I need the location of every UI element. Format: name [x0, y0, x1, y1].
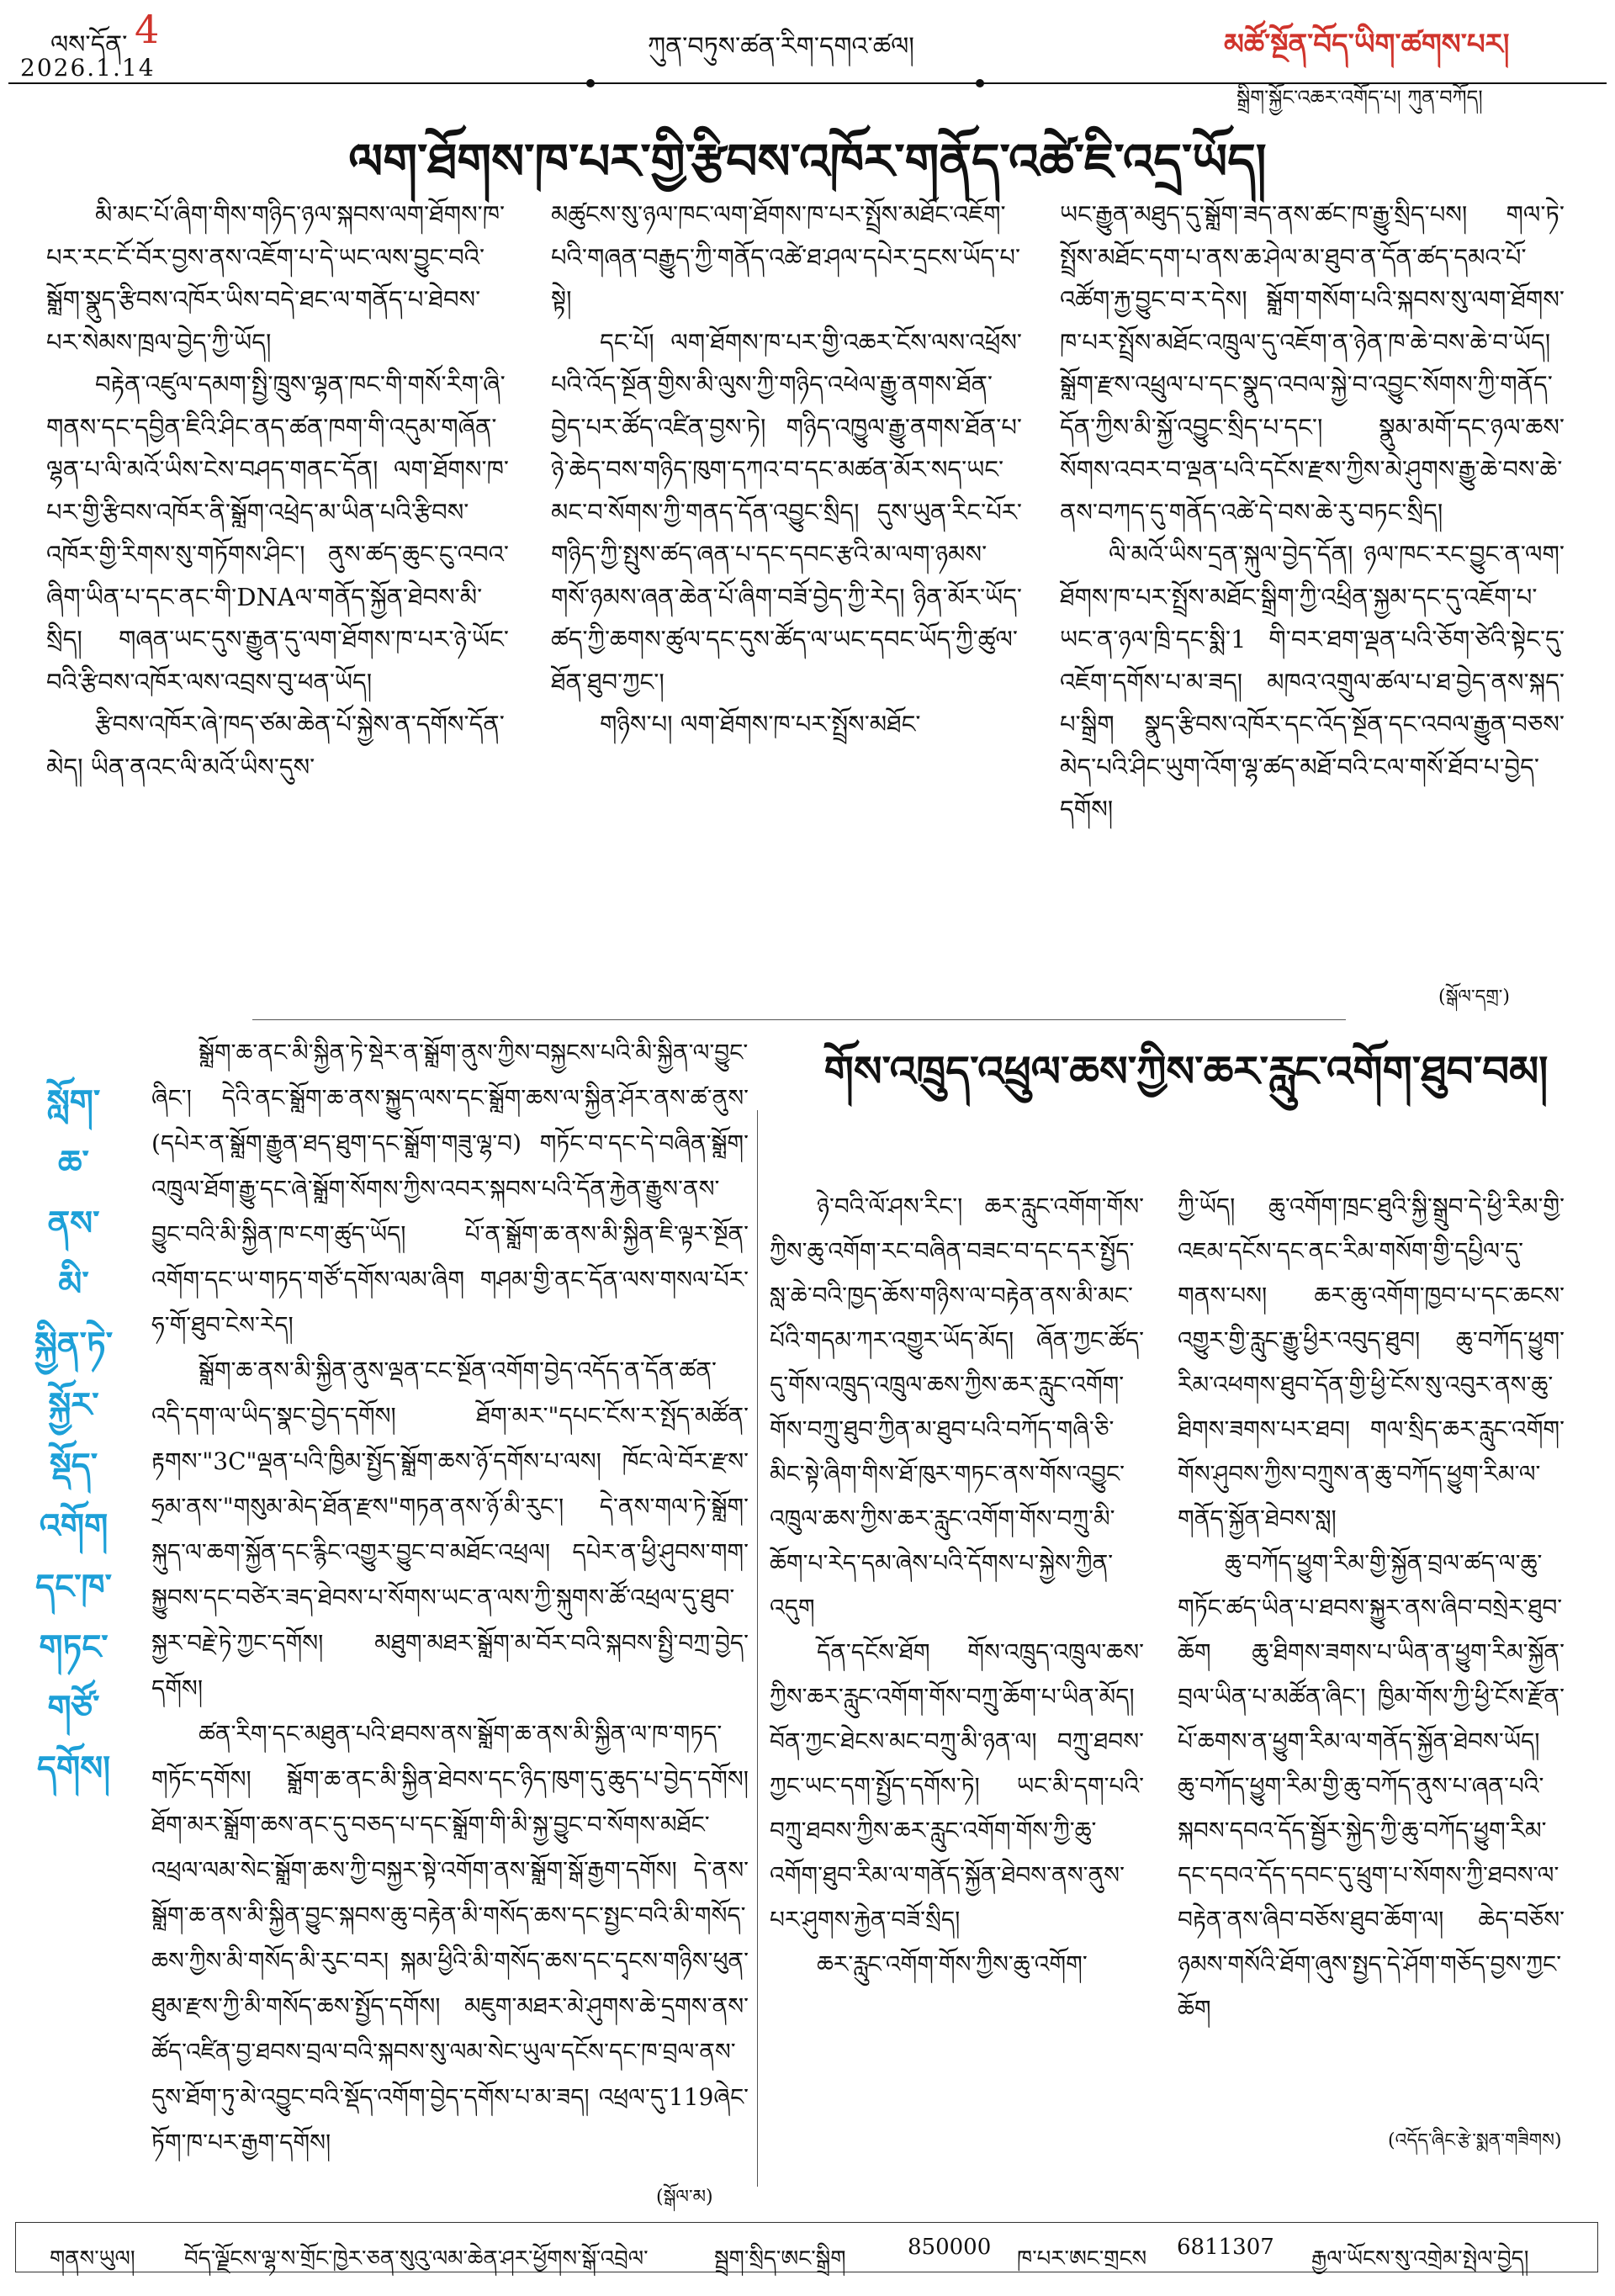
- article1-col1-para2: བརྟེན་འཛུལ་དམག་སྤྱི་ཁྲུས་ལྷན་ཁང་གི་གསོ་རིག་ཞི་གནས་དང་དབྱིན་ཇིའི་ཤིང་ནད་ཚན་ཁག་གི་འདུམ་གཞོན་ལྷན་པ་ལི་མའོ་ཡིས་ངེས་བཤད་གནང་དོན། ལག་ཐོགས་ཁ་པར་གྱི་རྩིབས་འཁོར་ནི་སྒློག་འཕྲེད་མ་ཡིན་པའི་རྩིབས་འཁོར་གྱི་རིགས་སུ་གཏོགས་ཤིང་། ནུས་ཚད་ཆུང་ངུ་འབའ་ཞིག་ཡིན་པ་དང་ནང་གི་DNAལ་གནོད་སྐྱོན་ཐེབས་མི་སྲིད། གཞན་ཡང་དུས་རྒྱུན་དུ་ལག་ཐོགས་ཁ་པར་ཉེ་ཡོང་བའི་རྩིབས་འཁོར་ལས་འབྲས་བུ་ཕན་ཡོད།: [46, 370, 509, 696]
- article2-title-line: གཙོ་: [47, 1688, 100, 1727]
- masthead: མཚོ་སྔོན་བོད་ཡིག་ཚགས་པར།: [1224, 28, 1510, 61]
- footer-address-label: གནས་ཡུལ།: [50, 2246, 135, 2272]
- article1-col1-para3: རྩིབས་འཁོར་ཞེ་ཁད་ཙམ་ཆེན་པོ་སྐྱེས་ན་དགོས་དོན་མེད། ཡིན་ནའང་ལི་མའོ་ཡིས་དུས་: [46, 710, 505, 781]
- footer-postal-label: སྦྲག་སྲིད་ཨང་སྒྲིག: [714, 2246, 846, 2272]
- footer-postal: 850000: [908, 2235, 992, 2260]
- header-rule: [8, 82, 1607, 84]
- article2-author: (སྒོལ་མ): [656, 2187, 713, 2208]
- article1-col1-para1: མི་མང་པོ་ཞིག་གིས་གཉིད་ཉལ་སྐབས་ལག་ཐོགས་ཁ་པར་རང་ངོ་བོར་བྱས་ནས་འཇོག་པ་དེ་ཡང་ལས་བྱུང་བའི་སྒློག་སྣུད་རྩིབས་འཁོར་ཡིས་བདེ་ཐང་ལ་གནོད་པ་ཐེབས་པར་སེམས་ཁྲལ་བྱེད་ཀྱི་ཡོད།: [46, 200, 506, 357]
- article2-title-line: དགོས།: [36, 1748, 111, 1788]
- article1-col3: [1060, 193, 1565, 1001]
- issue-date: 2026.1.14: [20, 54, 156, 82]
- article3-col2-para1: ཀྱི་ཡོད། ཆུ་འགོག་ཁྲང་ཐུའི་སྐྱི་སྒྲུབ་དེ་ཕྱི་རིམ་གྱི་འཇམ་དངོས་དང་ནང་རིམ་གསོག་གྱི་དཔྱིལ་དུ་གནས་པས། ཆར་ཆུ་འགོག་ཁྱབ་པ་དང་ཆངས་འགྱུར་གྱི་རླུང་རྒྱུ་ཕྱིར་འབུད་ཐུབ། ཆུ་བཀོད་ཕྱུག་རིམ་འཕགས་ཐུབ་དོན་གྱི་ཕྱི་ངོས་སུ་འབུར་ནས་ཆུ་ཐིགས་ཟགས་པར་ཐབ། གལ་སྲིད་ཆར་རླུང་འགོག་གོས་ཤུབས་ཀྱིས་བཀྲུས་ན་ཆུ་བཀོད་ཕྱུག་རིམ་ལ་གནོད་སྐྱོན་ཐེབས་སླ།: [1178, 1193, 1565, 1532]
- article2-title-line: ཆ་ནས་མི་: [47, 1143, 100, 1304]
- footer-bar: [15, 2222, 1598, 2272]
- article2-title-line: སྐྱོར་སྡོད་: [48, 1385, 99, 1485]
- section-divider: [252, 1019, 1346, 1020]
- article2-title-line: གཏང་: [39, 1627, 109, 1667]
- article1-author: (སྒོལ་དགྲ་): [1438, 987, 1511, 1008]
- article3-col1: [770, 1184, 1144, 2135]
- page-number: 4: [135, 7, 160, 52]
- page-label: ལས་དོན་: [50, 30, 128, 60]
- article1-col2-para2: དང་པོ། ལག་ཐོགས་ཁ་པར་གྱི་འཆར་ངོས་ལས་འཕྲོས་པའི་འོད་སྔོན་གྱིས་མི་ལུས་ཀྱི་གཉིད་འཕེལ་རྒྱུ་ནགས་ཐོན་བྱེད་པར་ཚོད་འཛིན་བྱས་ཏེ། གཉིད་འཁྱུལ་རྒྱུ་ནགས་ཐོན་པ་ཉེ་ཆེད་བས་གཉིད་ཁུག་དཀའ་བ་དང་མཚན་མོར་སད་ཡང་མང་བ་སོགས་ཀྱི་གནད་དོན་འབྱུང་སྲིད། དུས་ཡུན་རིང་པོར་གཉིད་ཀྱི་སྤུས་ཚད་ཞན་པ་དང་དབང་རྩའི་མ་ལག་ཉམས་གསོ་ཉམས་ཞན་ཆེན་པོ་ཞིག་བཟོ་བྱེད་ཀྱི་རེད། ཉིན་མོར་ཡོད་ཚད་ཀྱི་ཆགས་ཚུལ་དང་དུས་ཚོད་ལ་ཡང་དབང་ཡོད་ཀྱི་ཚུལ་ཐོན་ཐུབ་ཀྱང་།: [551, 327, 1022, 696]
- article2-para1: སྒློག་ཆ་ནང་མི་སྐྱིན་ཏེ་སྡེར་ན་སྒློག་ནུས་ཀྱིས་བསྐྱངས་པའི་མི་སྐྱིན་ལ་བྱུང་ཞིང་། དེའི་ནང་སྒློག་ཆ་ནས་སྐྱུད་ལས་དང་སྒློག་ཆས་ལ་སྐྱིན་ཤོར་ནས་ཚ་ནུས་(དཔེར་ན་སྒློག་རྒྱུན་ཐད་ཐུག་དང་སྒློག་གཟུ་ལྷ་བ) གཏོང་བ་དང་དེ་བཞིན་སྒློག་འཁྲུལ་ཐོག་རྒྱུ་དང་ཞེ་སྒློག་སོགས་ཀྱིས་འབར་སྐབས་པའི་དོན་རྐྱེན་རྒྱུས་ནས་བྱུང་བའི་མི་སྐྱིན་ཁ་ངག་ཚུད་ཡོད། པོ་ན་སྒློག་ཆ་ནས་མི་སྐྱིན་ཇི་ལྟར་སྔོན་འགོག་དང་ཡ་གཏད་གཙོ་དགོས་ལམ་ཞིག གཤམ་གྱི་ནང་དོན་ལས་གསལ་པོར་ཧ་གོ་ཐུབ་ངེས་རེད།: [151, 1039, 749, 1339]
- article1-title: ལག་ཐོགས་ཁ་པར་གྱི་རྩིབས་འཁོར་གནོད་འཚེ་ཇི་འདྲ་ཡོད།: [348, 133, 1267, 190]
- article3-title: གོས་འཁྲུད་འཕྲུལ་ཆས་ཀྱིས་ཆར་རླུང་འགོག་ཐུབ་བམ།: [823, 1046, 1549, 1096]
- article2-title-line: འགོག: [39, 1506, 109, 1546]
- article1-col2: [551, 193, 1022, 1001]
- article2-para3: ཚན་རིག་དང་མཐུན་པའི་ཐབས་ནས་སྒློག་ཆ་ནས་མི་སྐྱིན་ལ་ཁ་གཏད་གཏོང་དགོས། སྒློག་ཆ་ནང་མི་སྐྱིན་ཐེབས་དང་ཉིད་ཁུག་དུ་ཆུད་པ་བྱེད་དགོས། ཐོག་མར་སྒློག་ཆས་ནང་དུ་བཅད་པ་དང་སྒློག་གི་མི་སྐྱ་བྱུང་བ་སོགས་མཐོང་འཕྲལ་ལམ་སེང་སྒློག་ཆས་ཀྱི་བསྐྱར་སྟེ་འགོག་ནས་སྒློག་སྒོ་རྒྱག་དགོས། དེ་ནས་སྒློག་ཆ་ནས་མི་སྐྱིན་བྱུང་སྐབས་ཆུ་བརྟེན་མི་གསོད་ཆས་དང་སྤྱང་བའི་མི་གསོད་ཆས་ཀྱིས་མི་གསོད་མི་རུང་བར། སྐམ་ཕྱིའི་མི་གསོད་ཆས་དང་དྭངས་གཉིས་ཕུན་ཐུམ་རྫས་ཀྱི་མི་གསོད་ཆས་སྤྱོད་དགོས། མཇུག་མཐར་མེ་ཤུགས་ཆེ་དྲགས་ནས་ཚོད་འཛིན་བྱ་ཐབས་བྲལ་བའི་སྐབས་སུ་ལམ་སེང་ཡུལ་དངོས་དང་ཁ་བྲལ་ནས་དུས་ཐོག་ཏུ་མེ་འབྱུང་བའི་སྡོད་འགོག་བྱེད་དགོས་པ་མ་ཟད། འཕྲལ་དུ་119ཞེང་ཏོག་ཁ་པར་རྒྱག་དགོས།: [151, 1720, 749, 2156]
- article3-col1-para2: དོན་དངོས་ཐོག གོས་འཁྲུད་འཁྲུལ་ཆས་ཀྱིས་ཆར་རླུང་འགོག་གོས་བཀྲུ་ཆོག་པ་ཡིན་མོད། བོན་ཀྱང་ཐེངས་མང་བཀྲུ་མི་ཉན་ལ། བཀྲུ་ཐབས་ཀྱང་ཡང་དག་སྤྱོད་དགོས་ཏེ། ཡང་མི་དག་པའི་བཀྲུ་ཐབས་ཀྱིས་ཆར་རླུང་འགོག་གོས་ཀྱི་ཆུ་འགོག་ཐུབ་རིམ་ལ་གནོད་སྐྱོན་ཐེབས་ནས་ནུས་པར་ཤུགས་རྐྱེན་བཟོ་སྲིད།: [770, 1638, 1144, 1934]
- article1-col3-para2: ལི་མའོ་ཡིས་དྲན་སྐུལ་བྱེད་དོན། ཉལ་ཁང་རང་བྱུང་ན་ལག་ཐོགས་ཁ་པར་སྤྲོས་མཐོང་སྒྲིག་ཀྱི་འཕྲིན་སྐྱམ་དང་དུ་འཇོག་པ་ཡང་ན་ཉལ་ཁྲི་དང་སྨི་1 གི་བར་ཐག་ལྡན་པའི་ཅོག་ཙེའི་སྟེང་དུ་འཇོག་དགོས་པ་མ་ཟད། མཁའ་འགྲུལ་ཚལ་པ་ཐ་བྱེད་ནས་སྐད་པ་སྒྲིག སྣུད་རྩིབས་འཁོར་དང་འོད་སྔོན་དང་འབལ་རྒྱུན་བཅས་མེད་པའི་ཤིང་ཡུག་འོག་ལྷ་ཚད་མཐོ་བའི་ངལ་གསོ་ཐོབ་པ་བྱེད་དགོས།: [1060, 540, 1565, 823]
- article1-col3-para1: ཡང་རྒྱུན་མཐུད་དུ་སྒློག་ཟད་ནས་ཚང་ཁ་རྒྱུ་སྲིད་པས། གལ་ཏེ་སྤྲོས་མཐོང་དག་པ་ནས་ཆ་ཤེལ་མ་ཐུབ་ན་དོན་ཚད་དམའ་པོ་འཚོག་རྐྱ་བྱུང་བ་ར་དེས། སྒློག་གསོག་པའི་སྐབས་སུ་ལག་ཐོགས་ཁ་པར་སྤྲོས་མཐོང་འཁྲུལ་དུ་འཇོག་ན་ཉེན་ཁ་ཆེ་བས་ཆེ་བ་ཡོད། སྒློག་རྫས་འཕྲུལ་པ་དང་སྣུད་འབལ་སྐྱེ་བ་འབྱུང་སོགས་ཀྱི་གནོད་དོན་ཀྱིས་མི་སྐྱོ་འབྱུང་སྲིད་པ་དང་། སྣུམ་མགོ་དང་ཉལ་ཆས་སོགས་འབར་བ་ལྡན་པའི་དངོས་རྫས་ཀྱིས་མེ་ཤུགས་རྒྱུ་ཆེ་བས་ཆེ་ནས་བཀད་དུ་གནོད་འཚེ་དེ་བས་ཆེ་རུ་བཏང་སྲིད།: [1060, 200, 1565, 526]
- article2-title-line: སློག་: [46, 1082, 101, 1122]
- article3-col2-para2: ཆུ་བཀོད་ཕྱུག་རིམ་གྱི་སྐྱོན་བྲལ་ཚད་ལ་ཆུ་གཏོང་ཚད་ཡིན་པ་ཐབས་སྐྱུར་ནས་ཞིབ་བསྲེར་ཐུབ་ཆོག ཆུ་ཐིགས་ཟགས་པ་ཡིན་ན་ཕྱུག་རིམ་སྐྱོན་བྲལ་ཡིན་པ་མཚོན་ཞིང་། ཁྱིམ་གོས་ཀྱི་ཕྱི་ངོས་རྫོན་པོ་ཆགས་ན་ཕྱུག་རིམ་ལ་གནོད་སྐྱོན་ཐེབས་ཡོད། ཆུ་བཀོད་ཕྱུག་རིམ་གྱི་ཆུ་བཀོད་ནུས་པ་ཞན་པའི་སྐབས་དབའ་དོད་སྦྱོར་སྐྱེད་ཀྱི་ཆུ་བཀོད་ཕྱུག་རིམ་དང་དབའ་དོད་དབང་དུ་ཕྲུག་པ་སོགས་ཀྱི་ཐབས་ལ་བརྟེན་ནས་ཞིབ་བཅོས་ཐུབ་ཆོག་ལ། ཆེད་བཅོས་ཉམས་གསོའི་ཐོག་ཞུས་སྤྱད་དེ་ཤོག་གཅོད་བྱས་ཀྱང་ཆོག: [1178, 1549, 1565, 2023]
- article2-title-line: སྐྱིན་ཏེ་: [34, 1325, 114, 1364]
- article2-para2: སྒློག་ཆ་ནས་མི་སྐྱིན་ནུས་ལྡན་ངང་སྔོན་འགོག་བྱེད་འདོད་ན་དོན་ཚན་འདི་དག་ལ་ཡིད་སྣང་བྱེད་དགོས། ཐོག་མར་"དཔང་ངོས་ར་སྤོད་མཚོན་རྟགས་"3C"ལྡན་པའི་ཁྱིམ་སྤྱོད་སྒློག་ཆས་ཉོ་དགོས་པ་ལས། ཁོང་ལེ་བོར་རྫས་ཧྲམ་ནས་"གསུམ་མེད་ཐོན་རྫས"གཏན་ནས་ཉོ་མི་རུང་། དེ་ནས་གལ་ཏེ་སྒློག་སྐུད་ལ་ཆག་སྐྱོན་དང་རྙིང་འགྱུར་བྱུང་བ་མཐོང་འཕྲལ། དཔེར་ན་ཕྱི་ཤུབས་གག་སྐྱུབས་དང་བཙེར་ཟད་ཐེབས་པ་སོགས་ཡང་ན་ལས་ཀྱི་སྐུགས་ཚོ་འཕྲལ་དུ་ཐུབ་སྐྱར་བརྗེ་ཏེ་ཀྱང་དགོས། མཐུག་མཐར་སྒློག་མ་བོར་བའི་སྐབས་སྤྱི་བཀྲ་བྱེད་དགོས།: [151, 1357, 749, 1702]
- article1-col1: [46, 193, 509, 1001]
- footer-phone-label: ཁ་པར་ཨང་གྲངས: [1017, 2246, 1147, 2272]
- article1-col2-para3: གཉིས་པ། ལག་ཐོགས་ཁ་པར་སྤྲོས་མཐོང་: [600, 710, 921, 738]
- section-label: སྒྲིག་སྐྱོང་འཆར་འགོད་པ། ཀུན་བཀོད།: [1236, 86, 1483, 109]
- article3-author: (འདོད་ཞིང་རྩེ་སྨན་གཟིགས): [1388, 2130, 1562, 2151]
- header-dot-right: [976, 79, 984, 87]
- article3-col1-para1: ཉེ་བའི་ལོ་ཤས་རིང་། ཆར་རླུང་འགོག་གོས་ཀྱིས་ཆུ་འགོག་རང་བཞིན་བཟང་བ་དང་དར་སྤྱོད་སླ་ཆེ་བའི་ཁྱད་ཆོས་གཉིས་ལ་བརྟེན་ནས་མི་མང་པོའི་གདམ་ཀར་འགྱུར་ཡོད་མོད། ཞོན་ཀྱང་ཚོད་དུ་གོས་འཁྲུད་འཁྲུལ་ཆས་ཀྱིས་ཆར་རླུང་འགོག་གོས་བཀྲུ་ཐུབ་ཀྱིན་མ་ཐུབ་པའི་བཀོད་གཞི་ཅི་མིང་སྟེ་ཞིག་གིས་ཐོ་ཁུར་གཏང་ནས་གོས་འབྱུང་འཁྲུལ་ཆས་ཀྱིས་ཆར་རླུང་འགོག་གོས་བཀྲུ་མི་ཆོག་པ་རེད་དམ་ཞེས་པའི་དོགས་པ་སྐྱེས་ཀྱིན་འདུག: [770, 1193, 1144, 1621]
- article2-title-line: དང་ཁ་: [34, 1567, 113, 1606]
- footer-address: བོད་ལྗོངས་ལྷ་ས་གྲོང་ཁྱེར་ཅན་སུའུ་ལམ་ཆེན་ཤར་ཕྱོགས་སྒོ་འབྲེལ་: [184, 2246, 649, 2272]
- column-divider: [757, 1110, 758, 2187]
- edition-name: ཀུན་བཏུས་ཚན་རིག་དགའ་ཚལ།: [648, 32, 914, 61]
- article3-col2: [1178, 1184, 1565, 2135]
- article2-body: [151, 1030, 749, 2208]
- article2-vertical-title: [34, 1072, 114, 1799]
- footer-phone: 6811307: [1177, 2235, 1274, 2260]
- article3-col1-para3: ཆར་རླུང་འགོག་གོས་ཀྱིས་ཆུ་འགོག་: [817, 1950, 1088, 1978]
- footer-print: རྒྱལ་ཡོངས་སུ་འགྲེམ་སྤེལ་བྱེད།: [1311, 2246, 1529, 2272]
- article1-col2-para1: མཚུངས་སུ་ཉལ་ཁང་ལག་ཐོགས་ཁ་པར་སྤྲོས་མཐོང་འཇོག་པའི་གཞན་བརྒྱུད་ཀྱི་གནོད་འཚེ་ཐ་ཤལ་དཔེར་དྲངས་ཡོད་པ་སྟེ།: [551, 200, 1021, 314]
- header-dot-left: [586, 79, 595, 87]
